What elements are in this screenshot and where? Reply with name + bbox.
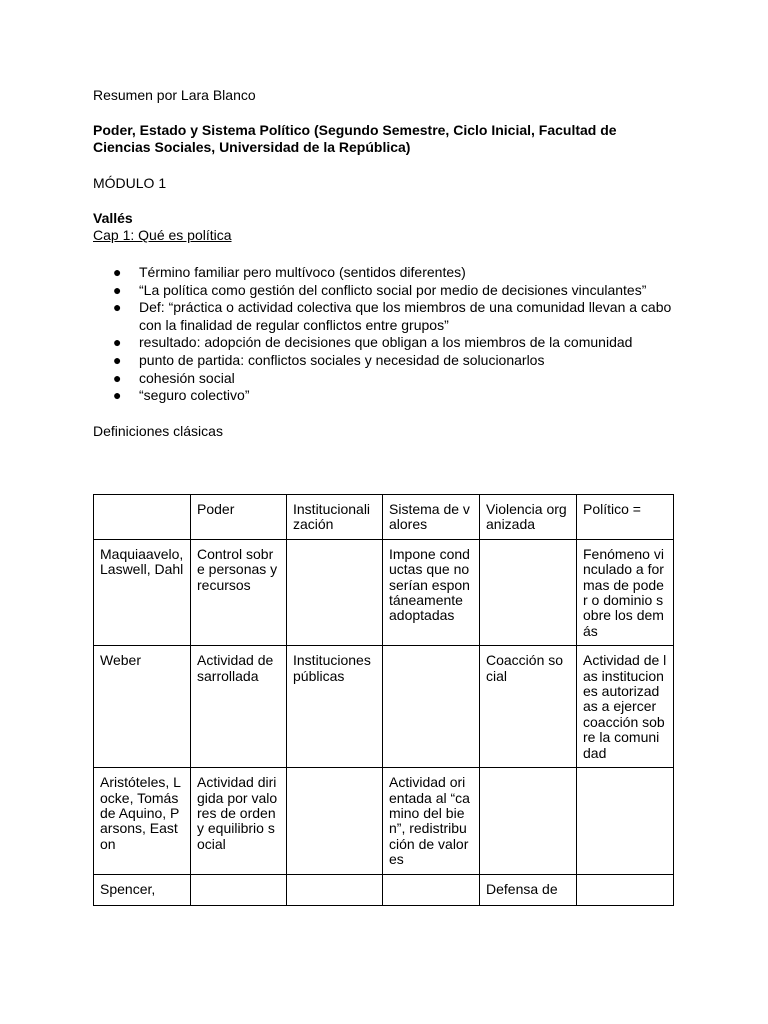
table-row (94, 646, 674, 768)
table-cell: Fenómeno vinculado a formas de poder o dominio sobre los demás (577, 539, 674, 645)
table-cell: Actividad desarrollada (191, 646, 287, 768)
bullet-dot-icon: ● (113, 351, 122, 368)
list-item: ● cohesión social (113, 369, 235, 386)
document-title-line-2: Ciencias Sociales, Universidad de la República) (93, 139, 411, 155)
table-cell: Actividad dirigida por valores de orden y equilibrio social (191, 768, 287, 874)
table-cell: Maquiaavelo, Laswell, Dahl (94, 539, 191, 645)
table-cell (287, 874, 383, 905)
table-cell (287, 768, 383, 874)
table-header-cell (94, 495, 191, 540)
list-item: ● resultado: adopción de decisiones que obligan a los miembros de la comunidad (113, 334, 633, 351)
module-heading: MÓDULO 1 (93, 175, 167, 191)
author-line: Resumen por Lara Blanco (93, 87, 256, 103)
table-header-row (94, 495, 674, 540)
table-cell (480, 539, 577, 645)
table-cell: Control sobre personas y recursos (191, 539, 287, 645)
table-cell (577, 874, 674, 905)
document-title-line-1: Poder, Estado y Sistema Político (Segundo Semestre, Ciclo Inicial, Facultad de (93, 122, 617, 138)
table-header-cell: Poder (191, 495, 287, 540)
table-cell: Impone conductas que no serían espontáneamente adoptadas (383, 539, 480, 645)
table-cell (191, 874, 287, 905)
table-cell (480, 768, 577, 874)
table-row (94, 874, 674, 905)
list-item: ● Def: “práctica o actividad colectiva que los miembros de una comunidad llevan a cabo con la finalidad de regular conflictos entre grupos” (113, 299, 672, 333)
author-section-heading: Vallés (93, 210, 133, 226)
table-header-cell: Político = (577, 495, 674, 540)
table-cell: Weber (94, 646, 191, 768)
bullet-dot-icon: ● (113, 299, 122, 316)
definitions-table (93, 494, 674, 906)
table-cell: Actividad de las instituciones autorizadas a ejercer coacción sobre la comunidad (577, 646, 674, 768)
bullet-dot-icon: ● (113, 264, 122, 280)
section-heading: Definiciones clásicas (93, 423, 223, 439)
table-row (94, 768, 674, 874)
table-cell: Defensa de (480, 874, 577, 905)
table-header-cell: Violencia organizada (480, 495, 577, 540)
table-cell: Instituciones públicas (287, 646, 383, 768)
table-header-cell: Sistema de valores (383, 495, 480, 540)
chapter-heading: Cap 1: Qué es política (93, 227, 232, 243)
table-header-cell: Institucionalización (287, 495, 383, 540)
table-row (94, 539, 674, 645)
table-cell (383, 874, 480, 905)
bullet-dot-icon: ● (113, 369, 122, 386)
table-cell: Coacción social (480, 646, 577, 768)
bullet-list (93, 264, 673, 405)
list-item: ● punto de partida: conflictos sociales y necesidad de solucionarlos (113, 351, 545, 368)
table-cell: Actividad orientada al “camino del bien”, redistribución de valores (383, 768, 480, 874)
bullet-dot-icon: ● (113, 281, 122, 298)
bullet-dot-icon: ● (113, 387, 122, 404)
bullet-dot-icon: ● (113, 334, 122, 351)
list-item: ● “La política como gestión del conflicto social por medio de decisiones vinculantes” (113, 281, 647, 298)
table-cell: Aristóteles, Locke, Tomás de Aquino, Parsons, Easton (94, 768, 191, 874)
table-cell: Spencer, (94, 874, 191, 905)
table-cell (287, 539, 383, 645)
list-item: ● Término familiar pero multívoco (sentidos diferentes) (113, 264, 466, 280)
table-cell (577, 768, 674, 874)
table-cell (383, 646, 480, 768)
list-item: ● “seguro colectivo” (113, 387, 250, 404)
